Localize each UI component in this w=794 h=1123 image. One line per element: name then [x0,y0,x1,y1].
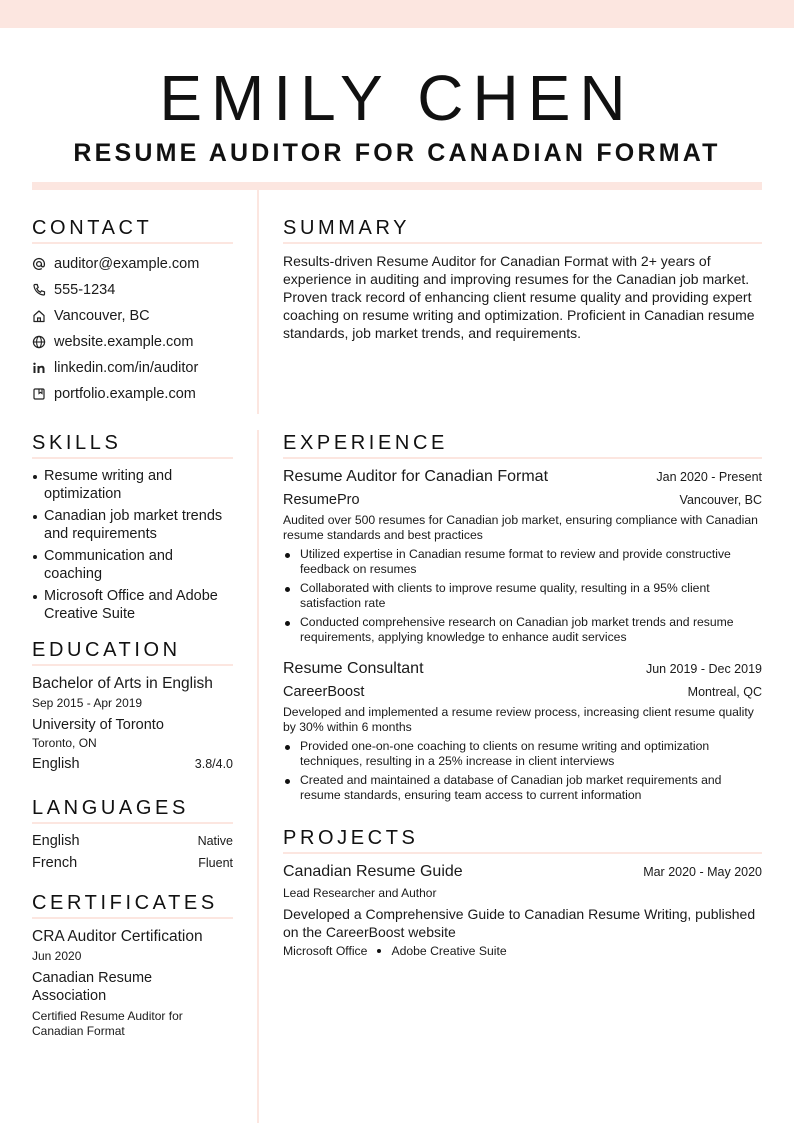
certificate-name: CRA Auditor Certification [32,928,203,945]
language-level: Fluent [198,856,233,870]
contact-phone-text: 555-1234 [54,282,116,298]
job-bullet: Conducted comprehensive research on Canadian job market trends and resume requirements, applying knowledge to enhance audit services [283,615,762,645]
language-name: English [32,833,80,849]
job-entry [283,467,762,645]
linkedin-icon [32,361,54,375]
project-dates: Mar 2020 - May 2020 [643,865,762,879]
job-entry [283,659,762,803]
certificate-date: Jun 2020 [32,949,82,963]
portfolio-icon [32,387,54,401]
job-bullet: Utilized expertise in Canadian resume format to review and provide constructive feedback on resumes [283,547,762,577]
language-name: French [32,855,78,871]
language-row [32,830,233,852]
education-heading: EDUCATION [32,638,233,666]
contact-location-text: Vancouver, BC [54,308,150,324]
project-tag: Microsoft Office [283,944,368,958]
summary-text: Results-driven Resume Auditor for Canadian Format with 2+ years of experience in auditing and improving resumes for the Canadian job market. Proven track record of enhancing client resume quality and providing expert coaching on resume writing and optimization. Proficient in Canadian resume standards, job market trends, and requirements. [283,253,755,341]
top-accent-band [0,0,794,28]
candidate-name: EMILY CHEN [159,62,635,134]
job-dates: Jun 2019 - Dec 2019 [645,662,762,676]
contact-location [32,303,233,329]
education-school: University of Toronto [32,717,164,733]
experience-section [283,431,762,803]
contact-website[interactable] [32,329,233,355]
projects-heading: PROJECTS [283,826,762,854]
contact-linkedin-text: linkedin.com/in/auditor [54,360,199,376]
education-location: Toronto, ON [32,736,97,750]
project-tags [283,944,762,958]
contact-section [32,216,233,407]
summary-section [283,216,762,342]
contact-phone[interactable] [32,277,233,303]
education-major-row [32,754,233,774]
education-dates: Sep 2015 - Apr 2019 [32,696,143,710]
certificates-heading: CERTIFICATES [32,891,233,919]
contact-linkedin[interactable] [32,355,233,381]
language-level: Native [197,834,233,848]
summary-heading: SUMMARY [283,216,762,244]
certificates-section [32,891,233,1039]
job-description: Audited over 500 resumes for Canadian job market, ensuring compliance with Canadian resume standards and best practices [283,513,758,542]
skill-item: Communication and coaching [32,547,233,583]
contact-portfolio-text: portfolio.example.com [54,386,196,402]
tag-separator-dot [377,949,381,953]
skill-item: Microsoft Office and Adobe Creative Suite [32,587,233,623]
column-divider-bottom [257,430,259,1123]
header-divider [32,182,762,190]
languages-heading: LANGUAGES [32,796,233,824]
contact-portfolio[interactable] [32,381,233,407]
certificate-issuer: Canadian Resume Association [32,970,153,1004]
languages-section [32,796,233,874]
globe-icon [32,335,54,349]
job-title: Resume Consultant [283,660,424,677]
job-title: Resume Auditor for Canadian Format [283,468,549,485]
job-company: CareerBoost [283,684,365,700]
contact-heading: CONTACT [32,216,233,244]
project-tag: Adobe Creative Suite [391,944,507,958]
contact-website-text: website.example.com [54,334,194,350]
education-gpa: 3.8/4.0 [194,757,233,771]
job-bullet: Provided one-on-one coaching to clients on resume writing and optimization techniques, resulting in a 25% increase in client interviews [283,739,762,769]
projects-section [283,826,762,958]
skill-item: Canadian job market trends and requirements [32,507,233,543]
home-icon [32,309,54,323]
job-bullet: Collaborated with clients to improve resume quality, resulting in a 95% client satisfaction rate [283,581,762,611]
job-location: Vancouver, BC [679,493,762,507]
at-icon [32,257,54,271]
job-location: Montreal, QC [687,685,762,699]
education-major: English [32,756,80,772]
phone-icon [32,283,54,297]
candidate-role: RESUME AUDITOR FOR CANADIAN FORMAT [73,139,721,167]
certificate-description: Certified Resume Auditor for Canadian Format [32,1009,183,1038]
job-dates: Jan 2020 - Present [656,470,762,484]
education-section [32,638,233,774]
experience-heading: EXPERIENCE [283,431,762,459]
project-name: Canadian Resume Guide [283,863,463,880]
skill-item: Resume writing and optimization [32,467,233,503]
language-row [32,852,233,874]
column-divider-top [257,190,259,414]
project-description: Developed a Comprehensive Guide to Canadian Resume Writing, published on the CareerBoost website [283,906,756,940]
job-description: Developed and implemented a resume review process, increasing client resume quality by 30% within 6 months [283,705,754,734]
contact-email[interactable] [32,251,233,277]
education-degree: Bachelor of Arts in English [32,675,213,692]
skills-heading: SKILLS [32,431,233,459]
job-company: ResumePro [283,492,360,508]
job-bullet: Created and maintained a database of Canadian job market requirements and resume standards, ensuring team access to current information [283,773,762,803]
contact-email-text: auditor@example.com [54,256,200,272]
project-role: Lead Researcher and Author [283,886,437,900]
skills-section [32,431,233,627]
